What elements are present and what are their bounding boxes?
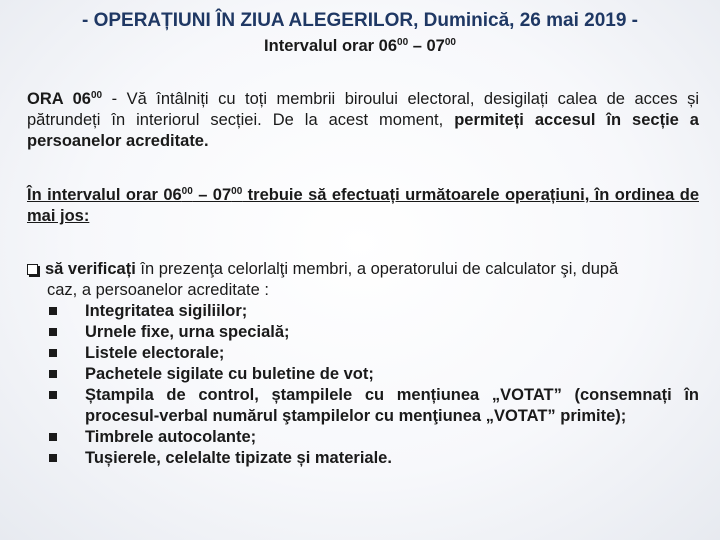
- list-item: Ștampila de control, ștampilele cu mențiunea „VOTAT” (consemnați în procesul-verbal numărul ştampilelor cu menţiunea „VOTAT” primite);: [47, 385, 699, 427]
- time-interval-subtitle: Intervalul orar $06^{00} - 07^{00}$: [264, 37, 456, 55]
- square-bullet-icon: [49, 391, 57, 399]
- list-item: Tușierele, celelalte tipizate și materiale.: [47, 448, 699, 469]
- opening-paragraph: ORA $06^{00}$ - Vă întâlniți cu toți membrii biroului electoral, desigilați calea de acces și pătrundeți în interiorul secției. De la acest moment, permiteți accesul în secție a persoanelor acreditate.: [27, 90, 700, 150]
- checklist-intro: să verificați în prezenţa celorlalţi membri, a operatorului de calculator şi, după: [27, 259, 699, 280]
- verification-checklist: [27, 259, 699, 469]
- list-item: Pachetele sigilate cu buletine de vot;: [47, 364, 699, 385]
- list-item: Timbrele autocolante;: [47, 427, 699, 448]
- checklist-intro-continuation: caz, a persoanelor acreditate :: [47, 281, 269, 299]
- square-bullet-icon: [49, 328, 57, 336]
- square-bullet-icon: [49, 370, 57, 378]
- access-instruction: permiteți accesul în secție a persoanelor acreditate.: [27, 111, 699, 150]
- checkbox-bullet-icon: [27, 264, 38, 275]
- checklist-items: [27, 301, 699, 469]
- hour-label: ORA $06^{00}$: [27, 90, 103, 108]
- page-title: - OPERAȚIUNI ÎN ZIUA ALEGERILOR, Duminică, 26 mai 2019 -: [81, 10, 639, 31]
- list-item: Urnele fixe, urna specială;: [47, 322, 699, 343]
- square-bullet-icon: [49, 433, 57, 441]
- square-bullet-icon: [49, 349, 57, 357]
- operations-heading: În intervalul orar $06^{00} - 07^{00}$ trebuie să efectuați următoarele operațiuni, în ordinea de mai jos:: [27, 186, 699, 225]
- list-item: Listele electorale;: [47, 343, 699, 364]
- square-bullet-icon: [49, 307, 57, 315]
- square-bullet-icon: [49, 454, 57, 462]
- list-item: Integritatea sigiliilor;: [47, 301, 699, 322]
